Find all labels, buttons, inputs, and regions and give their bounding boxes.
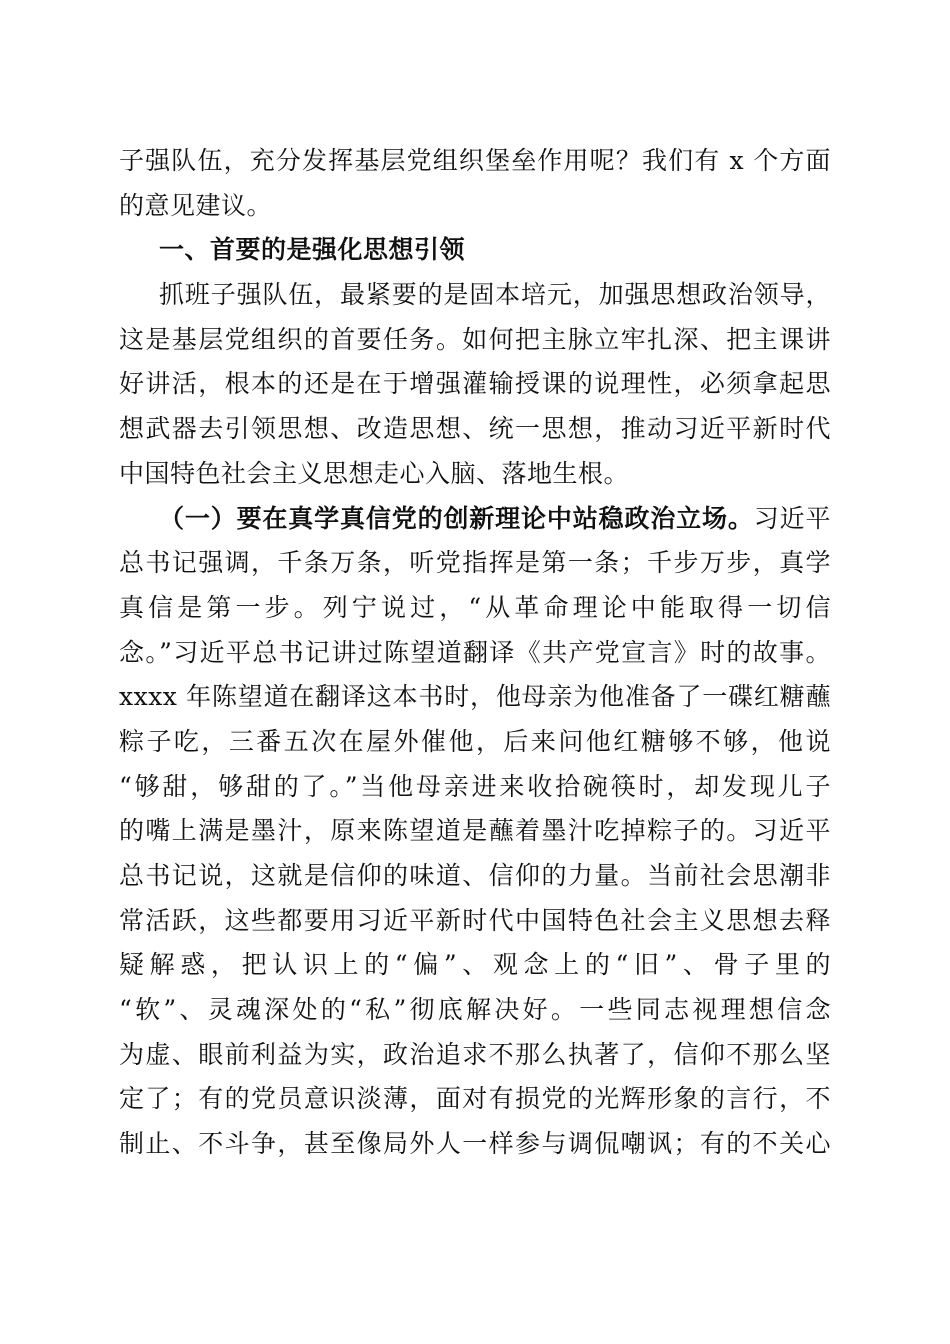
text-line: 真信是第一步。列宁说过，“从革命理论中能取得一切信 [119, 592, 831, 622]
text-line: 中国特色社会主义思想走心入脑、落地生根。 [119, 458, 630, 488]
document-body [119, 139, 831, 1167]
text-line: 想武器去引领思想、改造思想、统一思想，推动习近平新时代 [119, 414, 831, 444]
heading-text: 一、首要的是强化思想引领 [159, 235, 466, 265]
section-heading [119, 228, 831, 273]
text-line: 制止、不斗争，甚至像局外人一样参与调侃嘲讽；有的不关心 [119, 1129, 831, 1159]
text-line: 总书记强调，千条万条，听党指挥是第一条；千步万步，真学 [119, 548, 831, 578]
text-line: 的意见建议。 [119, 190, 273, 220]
text-line: 常活跃，这些都要用习近平新时代中国特色社会主义思想去释 [119, 905, 831, 935]
text-line: “软”、灵魂深处的“私”彻底解决好。一些同志视理想信念 [119, 995, 831, 1025]
text-line: “够甜，够甜的了。”当他母亲进来收拾碗筷时，却发现儿子 [119, 771, 831, 801]
subsection-paragraph [119, 497, 831, 1167]
text-line: 定了；有的党员意识淡薄，面对有损党的光辉形象的言行，不 [119, 1084, 831, 1114]
text-line: 这是基层党组织的首要任务。如何把主脉立牢扎深、把主课讲 [119, 324, 831, 354]
text-line: 的嘴上满是墨汁，原来陈望道是蘸着墨汁吃掉粽子的。习近平 [119, 816, 831, 846]
text-line: xxxx 年陈望道在翻译这本书时，他母亲为他准备了一碟红糖蘸 [119, 682, 831, 712]
text-line: 为虚、眼前利益为实，政治追求不那么执著了，信仰不那么坚 [119, 1039, 831, 1069]
body-paragraph [119, 273, 831, 496]
continuation-paragraph [119, 139, 831, 228]
text-line: 总书记说，这就是信仰的味道、信仰的力量。当前社会思潮非 [119, 861, 831, 890]
subsection-heading: （一）要在真学真信党的创新理论中站稳政治立场。 [159, 503, 754, 533]
text-line: 抓班子强队伍，最紧要的是固本培元，加强思想政治领导， [159, 280, 831, 310]
text-line: 粽子吃，三番五次在屋外催他，后来问他红糖够不够，他说 [119, 726, 831, 756]
subsection-first-line [119, 497, 831, 542]
text-line: 疑解惑，把认识上的“偏”、观念上的“旧”、骨子里的 [119, 950, 831, 980]
text-line: 子强队伍，充分发挥基层党组织堡垒作用呢？我们有 x 个方面 [119, 146, 831, 175]
text-line: 好讲活，根本的还是在于增强灌输授课的说理性，必须拿起思 [119, 369, 831, 399]
text-fragment: 习近平 [753, 503, 831, 533]
text-line: 念。”习近平总书记讲过陈望道翻译《共产党宣言》时的故事。 [119, 637, 831, 667]
